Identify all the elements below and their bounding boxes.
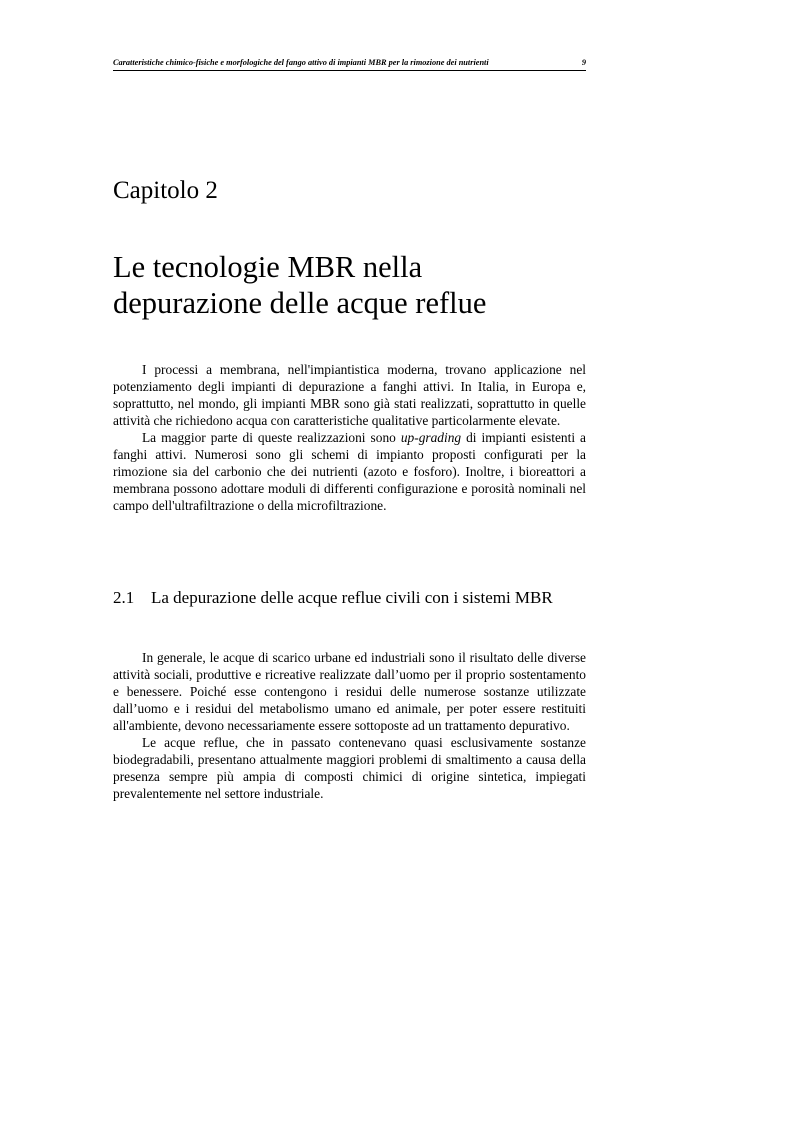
running-header: [113, 57, 586, 71]
up-grading-emphasis: up-grading: [400, 430, 462, 445]
intro-paragraph-1: I processi a membrana, nell'impiantistica moderna, trovano applicazione nel potenziamento degli impianti di depurazione a fanghi attivi. In Italia, in Europa e, soprattutto, nel mondo, gli impianti MBR sono già stati realizzati, soprattutto in quelle attività che richiedono acqua con caratteristiche qualitative particolarmente elevate.: [113, 362, 586, 428]
section-title: La depurazione delle acque reflue civili con i sistemi MBR: [151, 588, 553, 607]
intro-paragraph-2: [113, 429, 586, 514]
section-paragraph-1: In generale, le acque di scarico urbane ed industriali sono il risultato delle diverse attività sociali, produttive e ricreative realizzate dall’uomo per il proprio sostentamento e benessere. Poiché esse contengono i residui delle numerose sostanze utilizzate dall’uomo e i residui del metabolismo umano ed animale, per poter essere restituiti all'ambiente, devono necessariamente essere sottoposte ad un trattamento depurativo.: [113, 650, 586, 733]
intro-paragraph-2-end: di impianti esistenti a fanghi attivi. Numerosi sono gli schemi di impianto proposti configurati per la rimozione sia del carbonio che dei nutrienti (azoto e fosforo). Inoltre, i bioreattori a membrana possono adottare moduli di differenti configurazione e porosità nominali nel campo dell'ultrafiltrazione o della microfiltrazione.: [113, 430, 586, 513]
chapter-title: [113, 249, 586, 321]
section-text: [113, 649, 586, 802]
intro-paragraph-2-start: La maggior parte di queste realizzazioni sono: [142, 430, 401, 445]
chapter-label: Capitolo 2: [113, 177, 218, 204]
intro-text: [113, 361, 586, 514]
chapter-title-line-2: depurazione delle acque reflue: [113, 286, 487, 320]
running-header-title: Caratteristiche chimico-fisiche e morfologiche del fango attivo di impianti MBR per la rimozione dei nutrienti: [113, 58, 489, 67]
page-number: 9: [581, 58, 586, 67]
section-heading: [113, 587, 586, 608]
document-page: [113, 0, 586, 1123]
chapter-title-line-1: Le tecnologie MBR nella: [113, 250, 423, 284]
section-number: 2.1: [113, 588, 135, 607]
section-paragraph-2: Le acque reflue, che in passato contenevano quasi esclusivamente sostanze biodegradabili, presentano attualmente maggiori problemi di smaltimento a causa della presenza sempre più ampia di composti chimici di origine sintetica, impiegati prevalentemente nel settore industriale.: [113, 735, 586, 801]
